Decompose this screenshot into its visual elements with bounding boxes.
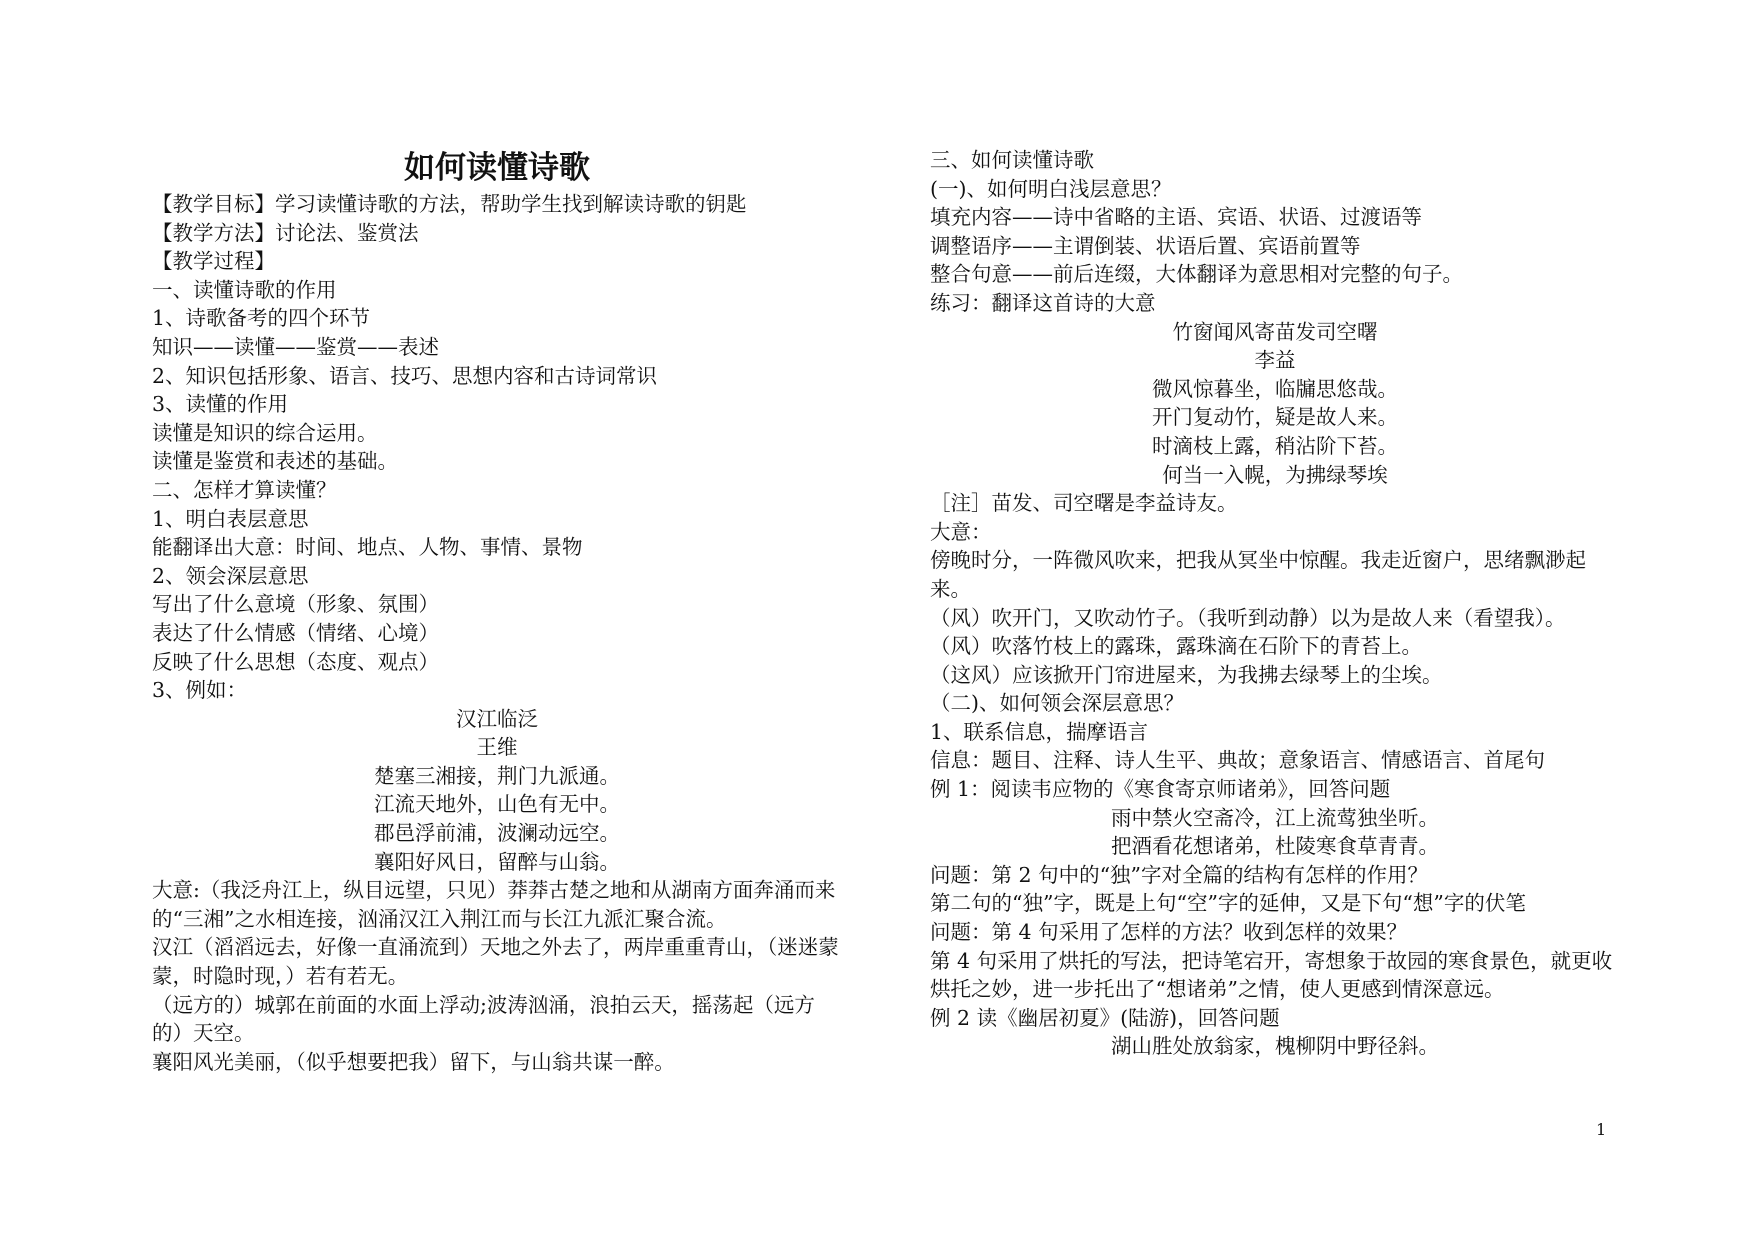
paragraph: 汉江（滔滔远去，好像一直涌流到）天地之外去了，两岸重重青山，（迷迷蒙蒙，时隐时现，）若有若无。: [152, 935, 839, 989]
text-line: （风）吹开门，又吹动竹子。（我听到动静）以为是故人来（看望我）。: [930, 605, 1566, 630]
text-line: 表达了什么情感（情绪、心境）: [152, 620, 439, 645]
text-line: 【教学方法】讨论法、鉴赏法: [152, 220, 419, 245]
text-line: 调整语序——主谓倒装、状语后置、宾语前置等: [930, 233, 1361, 258]
text-line: 3、读懂的作用: [152, 392, 289, 417]
text-line: 知识——读懂——鉴赏——表述: [152, 334, 439, 359]
section-heading: 二、怎样才算读懂？: [152, 477, 337, 502]
text-line: 1、诗歌备考的四个环节: [152, 306, 371, 331]
text-line: 【教学目标】学习读懂诗歌的方法，帮助学生找到解读诗歌的钥匙: [152, 192, 747, 216]
text-line: 3、例如：: [152, 678, 248, 703]
poem-line: 何当一入幌，为拂绿琴埃: [1162, 462, 1388, 487]
poem-line: 湖山胜处放翁家，槐柳阴中野径斜。: [1111, 1034, 1439, 1059]
text-line: 反映了什么思想（态度、观点）: [152, 649, 439, 674]
poem-line: 郡邑浮前浦，波澜动远空。: [374, 821, 620, 846]
poem-line: 襄阳好风日，留醉与山翁。: [374, 849, 620, 874]
page-number: 1: [1596, 1120, 1607, 1139]
text-line: 例 2 读《幽居初夏》(陆游)，回答问题: [930, 1005, 1280, 1030]
text-line: 读懂是知识的综合运用。: [152, 420, 378, 445]
poem-line: 微风惊暮坐，临牖思悠哉。: [1152, 376, 1398, 401]
poem-title: 汉江临泛: [456, 706, 538, 731]
poem-title: 竹窗闻风寄苗发司空曙: [1172, 319, 1378, 344]
poem-line: 开门复动竹，疑是故人来。: [1152, 405, 1398, 430]
paragraph: 襄阳风光美丽，（似乎想要把我）留下，与山翁共谋一醉。: [152, 1049, 675, 1074]
text-line: （风）吹落竹枝上的露珠，露珠滴在石阶下的青苔上。: [930, 634, 1422, 659]
left-column: [152, 190, 842, 1076]
subsection-heading: (一)、如何明白浅层意思？: [930, 176, 1172, 201]
page-title: 如何读懂诗歌: [404, 150, 590, 186]
question-line: 问题：第 2 句中的“独”字对全篇的结构有怎样的作用？: [930, 862, 1429, 887]
question-line: 问题：第 4 句采用了怎样的方法？收到怎样的效果？: [930, 920, 1408, 945]
text-line: 2、领会深层意思: [152, 563, 309, 588]
text-line: 能翻译出大意：时间、地点、人物、事情、景物: [152, 535, 583, 560]
text-line: 1、联系信息，揣摩语言: [930, 719, 1149, 744]
poem-line: 时滴枝上露，稍沾阶下苔。: [1152, 433, 1398, 458]
text-line: 大意：: [930, 519, 992, 544]
text-line: 例 1：阅读韦应物的《寒食寄京师诸弟》，回答问题: [930, 777, 1391, 802]
answer-paragraph: 第二句的“独”字，既是上句“空”字的延伸，又是下句“想”字的伏笔: [930, 891, 1526, 916]
section-heading: 三、如何读懂诗歌: [930, 148, 1094, 172]
poem-line: 江流天地外，山色有无中。: [374, 792, 620, 817]
text-line: 1、明白表层意思: [152, 506, 309, 531]
text-line: 填充内容——诗中省略的主语、宾语、状语、过渡语等: [930, 205, 1422, 230]
text-line: 【教学过程】: [152, 249, 275, 274]
poem-line: 雨中禁火空斋冷，江上流莺独坐听。: [1111, 805, 1439, 830]
poem-author: 王维: [476, 735, 518, 760]
text-line: 信息：题目、注释、诗人生平、典故；意象语言、情感语言、首尾句: [930, 748, 1545, 773]
text-line: （这风）应该掀开门帘进屋来，为我拂去绿琴上的尘埃。: [930, 662, 1443, 687]
note-line: ［注］苗发、司空曙是李益诗友。: [930, 491, 1238, 516]
subsection-heading: （二)、如何领会深层意思？: [930, 691, 1184, 716]
poem-author: 李益: [1254, 348, 1296, 373]
text-line: 2、知识包括形象、语言、技巧、思想内容和古诗词常识: [152, 363, 658, 388]
right-column: [930, 146, 1620, 1061]
text-line: 写出了什么意境（形象、氛围）: [152, 592, 439, 617]
answer-paragraph: 第 4 句采用了烘托的写法，把诗笔宕开，寄想象于故园的寒食景色，就更收烘托之妙，进一步托出了“想诸弟”之情，使人更感到情深意远。: [930, 948, 1613, 1002]
paragraph: 傍晚时分，一阵微风吹来，把我从冥坐中惊醒。我走近窗户，思绪飘渺起来。: [930, 548, 1586, 601]
text-line: 读懂是鉴赏和表述的基础。: [152, 449, 398, 474]
paragraph: （远方的）城郭在前面的水面上浮动;波涛汹涌，浪拍云天，摇荡起（远方的）天空。: [152, 992, 815, 1046]
section-heading: 一、读懂诗歌的作用: [152, 277, 337, 302]
poem-line: 楚塞三湘接，荆门九派通。: [374, 763, 620, 788]
paragraph: 大意:（我泛舟江上，纵目远望，只见）莽莽古楚之地和从湖南方面奔涌而来的“三湘”之水相连接，汹涌汉江入荆江而与长江九派汇聚合流。: [152, 878, 836, 931]
text-line: 练习：翻译这首诗的大意: [930, 290, 1156, 315]
poem-line: 把酒看花想诸弟，杜陵寒食草青青。: [1111, 834, 1439, 859]
text-line: 整合句意——前后连缀，大体翻译为意思相对完整的句子。: [930, 262, 1463, 287]
